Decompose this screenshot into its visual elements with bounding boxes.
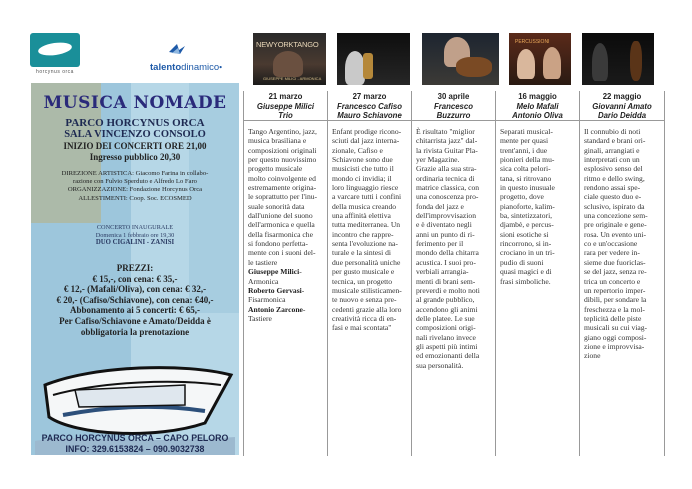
performer-silhouette xyxy=(592,43,608,81)
description-line: quasi magici e di xyxy=(500,267,552,277)
description-line: menti di brani sem- xyxy=(416,276,476,286)
description-line: una concezione sem- xyxy=(584,211,648,221)
description-line: ritmo e dello swing, xyxy=(584,173,645,183)
poster-inaugural xyxy=(31,224,239,247)
musician-name: Roberto Gervasi xyxy=(248,285,302,295)
description-line: sioni esotiche si xyxy=(500,229,549,239)
description-line: verbiali arrangia- xyxy=(416,267,469,277)
description-line: nali rivelano invece xyxy=(416,332,476,342)
concert-date: 21 marzo xyxy=(268,92,303,101)
poster-footer-location: PARCO HORCYNUS ORCA – CAPO PELORO xyxy=(41,433,229,443)
description-line: si fondono perfetta- xyxy=(248,239,308,249)
talento-word: talento xyxy=(150,62,182,73)
description-line: zionale, Cafiso e xyxy=(332,145,383,155)
credit-line: ORGANIZZAZIONE: Fondazione Horcynus Orca xyxy=(67,186,203,194)
orca-icon xyxy=(30,33,80,67)
description-line: anni un punto di ri- xyxy=(416,229,475,239)
concert-column xyxy=(411,91,495,456)
description-line: della musica creando xyxy=(332,201,397,211)
concert-artist: Melo Mafali xyxy=(516,101,559,111)
description-line: sieme due fuoriclas- xyxy=(584,257,646,267)
description-line: a varcare tutti i confini xyxy=(332,192,402,202)
concert-schedule-table xyxy=(243,91,665,456)
description-line: accendono gli animi xyxy=(416,304,478,314)
concert-artist: Dario Deidda xyxy=(597,111,647,121)
poster-hall: SALA VINCENZO CONSOLO xyxy=(64,129,206,140)
description-line: progetto, dove xyxy=(500,192,544,202)
description-line: delle platee. Le sue xyxy=(416,313,475,323)
description-line: e è diventato negli xyxy=(416,220,472,230)
description-line: zione xyxy=(584,351,601,361)
musician-instrument: Tastiere xyxy=(248,313,272,323)
description-line: co e un'occasione xyxy=(584,239,638,249)
description-line: sciuti dal jazz interna- xyxy=(332,136,400,146)
credit-line: DIREZIONE ARTISTICA: Giacomo Farina in collabo- xyxy=(61,170,209,177)
description-line: giano oggi composi- xyxy=(584,332,647,342)
description-line: fonda del jazz e xyxy=(416,201,464,211)
description-line: un repertorio imper- xyxy=(584,285,646,295)
description-line: trica un concerto e xyxy=(584,276,641,286)
description-line: rosa. Un evento uni- xyxy=(584,229,646,239)
credit-entry xyxy=(248,286,324,295)
performer-silhouette xyxy=(517,49,535,79)
poster-start-time: INIZIO DEI CONCERTI ORE 21,00 xyxy=(63,141,207,151)
musician-name: Giuseppe Milici xyxy=(248,267,300,277)
description-line: ba, sintetizzatori, xyxy=(500,211,553,221)
concert-header xyxy=(496,91,579,121)
performer-silhouette xyxy=(345,51,365,85)
concert-artist: Antonio Oliva xyxy=(512,111,563,121)
price-line: Per Cafiso/Schiavone e Amato/Deidda è xyxy=(59,315,211,326)
photo-label: NEWYORKTANGO xyxy=(256,40,319,49)
description-line: ordinaria tecnica di xyxy=(416,173,475,183)
credit-dash: - xyxy=(299,267,302,277)
description-line: standard e brani ori- xyxy=(584,136,646,146)
concert-date: 30 aprile xyxy=(437,92,470,101)
description-line: Grazie alla sua stra- xyxy=(416,164,477,174)
description-line: musicale stilisticamen- xyxy=(332,285,402,295)
description-line: mente con i suoni del- xyxy=(248,248,316,258)
description-line: djambè, e percus- xyxy=(500,220,554,230)
description-line: in questo inusuale xyxy=(500,183,555,193)
saxophone-shape xyxy=(363,53,373,79)
description-line: ciale questo duo e- xyxy=(584,192,642,202)
description-line: per gusto musicale e xyxy=(332,267,395,277)
performer-silhouette xyxy=(273,51,303,77)
description-line: interpretati con un xyxy=(584,155,640,165)
description-line: yer Magazine. xyxy=(416,155,460,165)
description-line: la rivista Guitar Pla- xyxy=(416,145,478,155)
description-line: dell'improvvisazion xyxy=(416,211,476,221)
description-line: rincorrono, si in- xyxy=(500,239,552,249)
musician-instrument: Fisarmonica xyxy=(248,295,286,305)
description-line: dell'armonica e quella xyxy=(248,220,315,230)
description-line: suale sonorità data xyxy=(248,201,305,211)
horcynus-logo-text: horcynus orca xyxy=(36,69,74,75)
description-line: teplicità delle piste xyxy=(584,313,642,323)
credit-dash: - xyxy=(302,304,306,314)
concert-column xyxy=(243,91,327,456)
photo-label: PERCUSSIONI xyxy=(515,39,550,45)
description-line: pionieri della mu- xyxy=(500,155,555,165)
credit-entry xyxy=(248,295,324,304)
description-line: se del jazz, senza re- xyxy=(584,267,647,277)
description-line: creatività ricca di en- xyxy=(332,313,397,323)
concert-description xyxy=(500,127,576,286)
concert-column xyxy=(327,91,411,456)
description-line: pianoforte, kalim- xyxy=(500,201,555,211)
description-line: gli aspetti più intimi xyxy=(416,341,478,351)
credit-entry xyxy=(248,267,324,276)
description-line: freschezza e la mol- xyxy=(584,304,645,314)
credit-line: razione con Fulvio Sperduto e Alfredo Lo Faro xyxy=(73,178,197,186)
photo-mafali-oliva xyxy=(509,33,571,85)
price-line: obbligatoria la prenotazione xyxy=(80,326,190,337)
poster-footer-info: INFO: 329.6153824 – 090.9032738 xyxy=(65,444,205,454)
poster-park: PARCO HORCYNUS ORCA xyxy=(65,117,205,129)
description-line: mondo ci invidia; il xyxy=(332,173,392,183)
description-line: te nuovo e senza pre- xyxy=(332,295,397,305)
description-line: mondo della chitarra xyxy=(416,248,479,258)
concert-date: 27 marzo xyxy=(352,92,387,101)
musician-name: Antonio Zarcone xyxy=(248,304,303,314)
description-line: Separati musical- xyxy=(500,127,553,136)
description-line: Schiavone sono due xyxy=(332,155,393,165)
logo-dot: ● xyxy=(219,64,223,71)
description-line: cedenti grazie alla loro xyxy=(332,304,402,314)
concert-date: 22 maggio xyxy=(602,92,642,101)
description-line: composizioni origi- xyxy=(416,323,476,333)
description-line: musicali su cui viag- xyxy=(584,323,648,333)
concert-description xyxy=(248,127,324,323)
concert-artist: Francesco Cafiso xyxy=(337,101,402,111)
description-line: zione e improvvisa- xyxy=(584,341,645,351)
event-poster xyxy=(31,83,239,455)
photo-newyorktango xyxy=(253,33,326,85)
concert-artist: Buzzurro xyxy=(436,111,471,121)
concert-header xyxy=(244,91,327,121)
description-line: esplosivo senso del xyxy=(584,164,643,174)
description-line: ginali, arrangiati e xyxy=(584,145,640,155)
description-line: loro linguaggio riesce xyxy=(332,183,399,193)
concert-column xyxy=(579,91,665,456)
description-line: le soprattutto per l'inu- xyxy=(248,192,318,202)
description-line: della fisarmonica che xyxy=(248,229,313,239)
price-line: Abbonamento ai 5 concerti: € 65,- xyxy=(70,305,200,316)
concert-description xyxy=(416,127,492,370)
photo-amato-deidda xyxy=(582,33,654,85)
description-line: pudio di suoni xyxy=(500,257,544,267)
description-line: sua personalità. xyxy=(416,360,464,370)
bird-icon xyxy=(168,42,186,56)
description-line: progetto musicale xyxy=(248,164,303,174)
poster-entry-time: Ingresso pubblico 20,30 xyxy=(89,152,181,162)
description-line: al grande pubblico, xyxy=(416,295,475,305)
concert-column xyxy=(495,91,579,456)
description-line: È risultato "miglior xyxy=(416,127,475,136)
photo-cafiso xyxy=(337,33,410,85)
price-line: € 15,-, con cena: € 35,- xyxy=(92,273,178,284)
concert-header xyxy=(412,91,495,121)
price-line: PREZZI: xyxy=(116,263,154,273)
description-line: estremamente origina- xyxy=(248,183,317,193)
description-line: per questo nuovissimo xyxy=(248,155,317,165)
photo-buzzurro xyxy=(422,33,499,85)
description-line: crociano in un tri- xyxy=(500,248,555,258)
description-line: molto coinvolgente ed xyxy=(248,173,316,183)
performer-silhouette xyxy=(543,47,561,79)
concert-header xyxy=(328,91,411,121)
concert-description xyxy=(584,127,661,361)
description-line: sica colta pelori- xyxy=(500,164,551,174)
inaugural-duo: DUO CIGALINI - ZANISI xyxy=(95,239,175,247)
description-line: sclusivo, ispirato da xyxy=(584,201,645,211)
poster-title: MUSICA NOMADE xyxy=(43,93,227,113)
description-line: incontro che rappre- xyxy=(332,229,394,239)
description-line: preverdi e molto noti xyxy=(416,285,480,295)
concert-header xyxy=(580,91,664,121)
description-line: tana, si ritrovano xyxy=(500,173,552,183)
description-line: le tastiere xyxy=(248,257,278,267)
description-line: chitarrista jazz" dal- xyxy=(416,136,478,146)
description-line: composizioni originali xyxy=(248,145,317,155)
concert-date: 16 maggio xyxy=(518,92,557,101)
bass-shape xyxy=(630,41,642,81)
description-line: acustica. I suoi pro- xyxy=(416,257,476,267)
description-line: pre originale e gene- xyxy=(584,220,647,230)
description-line: fasi e mai scontata" xyxy=(332,323,392,333)
poster-prices xyxy=(31,263,239,337)
credit-entry xyxy=(248,314,324,323)
description-line: una conoscenza pro- xyxy=(416,192,479,202)
description-line: frasi simboliche. xyxy=(500,276,551,286)
description-line: dibili, per sondare la xyxy=(584,295,647,305)
credit-dash: - xyxy=(301,285,305,295)
photo-caption: GIUSEPPE MILICI - ARMONICA xyxy=(263,76,322,81)
guitar-shape xyxy=(456,57,492,77)
description-line: musica brasiliana e xyxy=(248,136,307,146)
talento-dinamico-logo xyxy=(150,42,230,78)
inaugural-line: CONCERTO INAUGURALE xyxy=(96,224,174,231)
price-line: € 20,- (Cafiso/Schiavone), con cena: €40,- xyxy=(56,294,214,305)
description-line: trent'anni, i due xyxy=(500,145,548,155)
concert-artist: Mauro Schiavone xyxy=(337,111,402,121)
description-line: Tango Argentino, jazz, xyxy=(248,127,317,136)
description-line: dall'unione del suono xyxy=(248,211,313,221)
poster-credits xyxy=(37,170,233,203)
description-line: senta l'evoluzione na- xyxy=(332,239,398,249)
description-line: ed emozionanti della xyxy=(416,351,480,361)
credit-entry xyxy=(248,305,324,314)
description-line: turale e la sintesi di xyxy=(332,248,392,258)
description-line: due personalità uniche xyxy=(332,257,401,267)
horcynus-orca-logo xyxy=(30,33,80,77)
inaugural-line: Domenica 1 febbraio ore 19,30 xyxy=(95,231,175,239)
concert-artist: Trio xyxy=(278,111,293,121)
description-line: matrice classica, con xyxy=(416,183,480,193)
concert-artist: Francesco xyxy=(433,101,473,111)
credit-line: ALLESTIMENTI: Coop. Soc. ECOSMED xyxy=(78,194,192,202)
description-line: Il connubio di noti xyxy=(584,127,641,136)
credit-entry xyxy=(248,277,324,286)
dinamico-word: dinamico xyxy=(181,62,220,73)
description-line: mente per quasi xyxy=(500,136,549,146)
description-line: tecnica, un progetto xyxy=(332,276,393,286)
description-line: Enfant prodige ricono- xyxy=(332,127,402,136)
price-line: € 12,- (Mafali/Oliva), con cena: € 32,- xyxy=(63,284,207,295)
concert-description xyxy=(332,127,408,333)
description-line: rara per vedere in- xyxy=(584,248,640,258)
description-line: tutta mediterranea. Un xyxy=(332,220,401,230)
description-line: musicisti che tutto il xyxy=(332,164,394,174)
musician-instrument: Armonica xyxy=(248,276,279,286)
description-line: una affinità elettiva xyxy=(332,211,391,221)
concert-artist: Giuseppe Milici xyxy=(256,101,315,111)
concert-artist: Giovanni Amato xyxy=(592,101,652,111)
description-line: ferimento per il xyxy=(416,239,464,249)
description-line: rendono assai spe- xyxy=(584,183,641,193)
talento-logo-text xyxy=(150,62,222,73)
